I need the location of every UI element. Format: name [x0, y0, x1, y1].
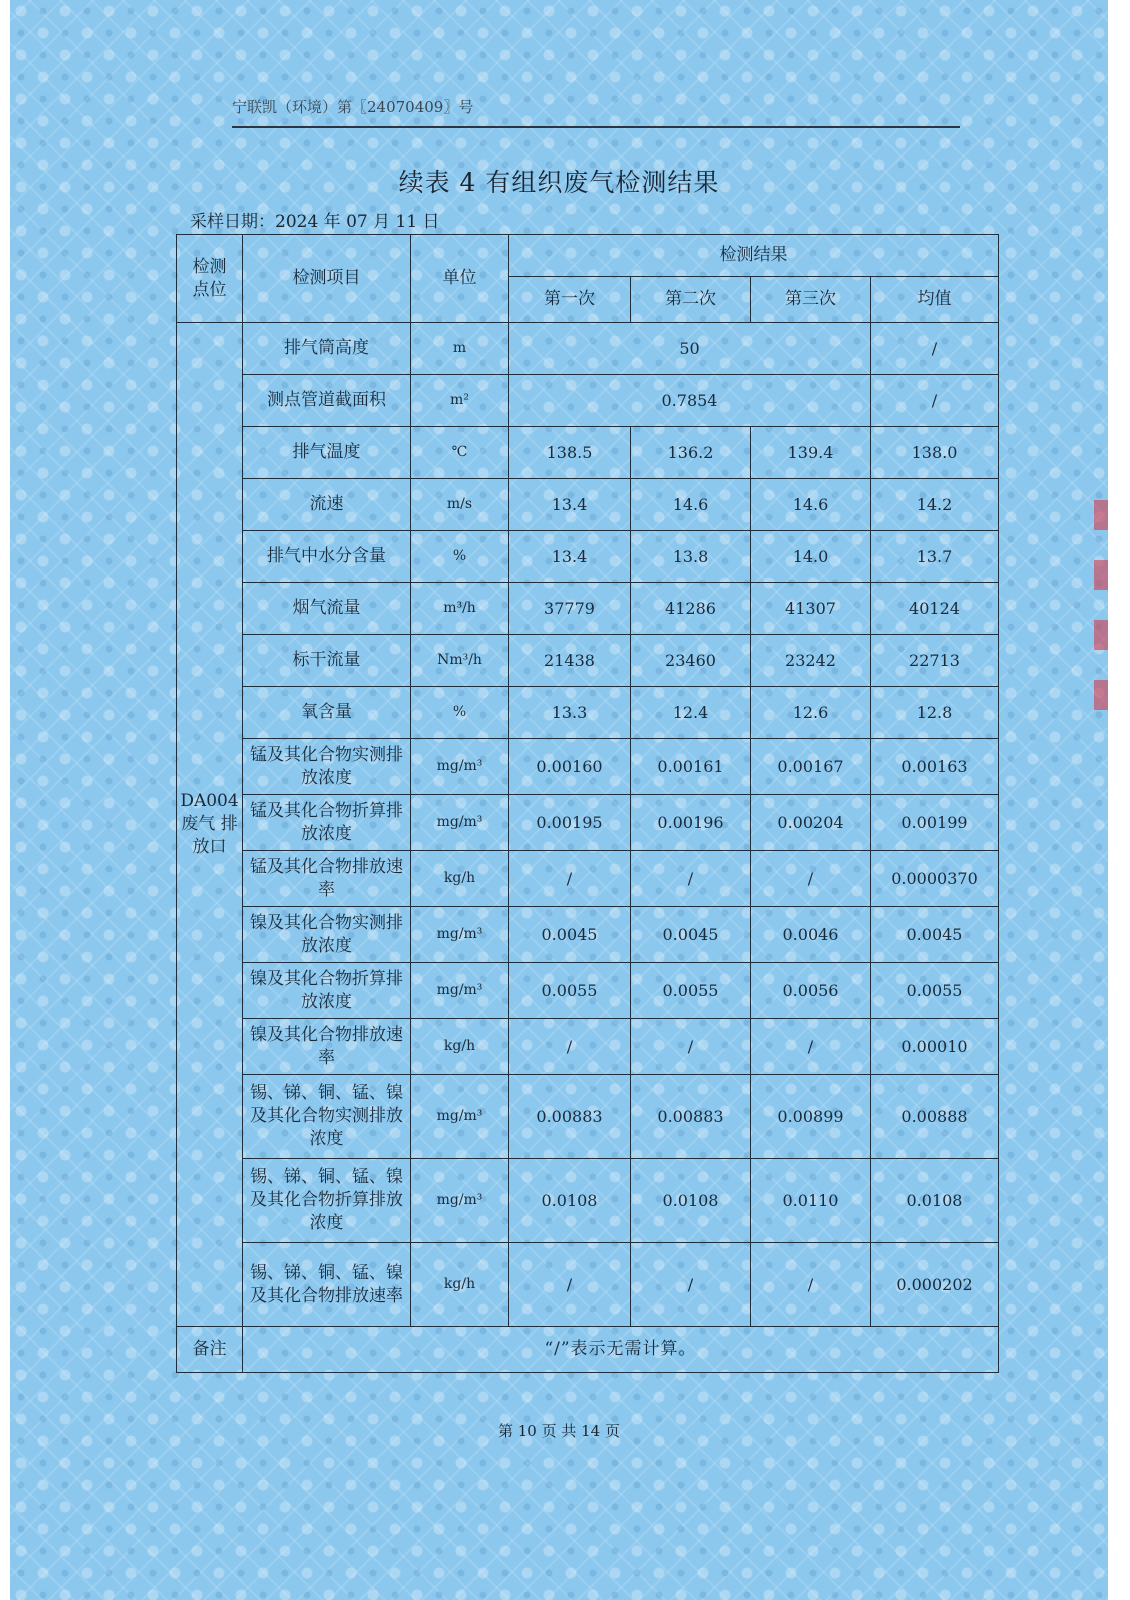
results-body [177, 323, 999, 1373]
run2-cell: 0.0108 [631, 1159, 751, 1243]
run3-cell: 14.0 [751, 531, 871, 583]
header-point: 检测点位 [177, 235, 243, 323]
item-cell: 测点管道截面积 [243, 375, 411, 427]
table-title: 续表 4 有组织废气检测结果 [398, 168, 720, 197]
item-cell: 锰及其化合物实测排放浓度 [243, 739, 411, 795]
watermark [78, 641, 115, 686]
unit-cell: % [411, 531, 509, 583]
unit-cell: kg/h [411, 851, 509, 907]
run1-cell: 0.00195 [509, 795, 631, 851]
item-cell: 锡、锑、铜、锰、镍及其化合物实测排放浓度 [243, 1075, 411, 1159]
mean-cell: 0.00010 [871, 1019, 999, 1075]
mean-cell: 138.0 [871, 427, 999, 479]
table-row [177, 1019, 999, 1075]
mean-cell: 0.0000370 [871, 851, 999, 907]
mean-cell: 13.7 [871, 531, 999, 583]
table-row [177, 1159, 999, 1243]
unit-cell: mg/m³ [411, 1075, 509, 1159]
table-row [177, 907, 999, 963]
table-row [177, 1243, 999, 1327]
item-cell: 镍及其化合物排放速率 [243, 1019, 411, 1075]
run2-cell: 12.4 [631, 687, 751, 739]
item-cell: 氧含量 [243, 687, 411, 739]
report-page [10, 0, 1108, 1600]
run3-cell: 0.00899 [751, 1075, 871, 1159]
header-item: 检测项目 [243, 235, 411, 323]
run2-cell: 0.0045 [631, 907, 751, 963]
mean-cell: 0.0108 [871, 1159, 999, 1243]
run2-cell: 13.8 [631, 531, 751, 583]
run3-cell: / [751, 1019, 871, 1075]
run2-cell: 0.00883 [631, 1075, 751, 1159]
unit-cell: m/s [411, 479, 509, 531]
unit-cell: ℃ [411, 427, 509, 479]
run3-cell: 0.0110 [751, 1159, 871, 1243]
table-row [177, 427, 999, 479]
point-label: DA004 废气 排放口 [177, 323, 243, 1327]
run1-cell: 0.00160 [509, 739, 631, 795]
header-divider [232, 126, 960, 128]
item-cell: 锰及其化合物折算排放浓度 [243, 795, 411, 851]
run3-cell: / [751, 1243, 871, 1327]
exhaust-results-table [176, 234, 999, 1373]
item-cell: 排气中水分含量 [243, 531, 411, 583]
mean-cell: 12.8 [871, 687, 999, 739]
remark-text: “/”表示无需计算。 [243, 1327, 999, 1373]
remark-row [177, 1327, 999, 1373]
table-row [177, 963, 999, 1019]
run3-cell: 0.0056 [751, 963, 871, 1019]
mean-cell: 14.2 [871, 479, 999, 531]
run1-cell: 0.00883 [509, 1075, 631, 1159]
item-cell: 镍及其化合物折算排放浓度 [243, 963, 411, 1019]
mean-cell: 0.000202 [871, 1243, 999, 1327]
run1-cell: 0.0055 [509, 963, 631, 1019]
run2-cell: / [631, 1243, 751, 1327]
run1-cell: / [509, 1243, 631, 1327]
run3-cell: 139.4 [751, 427, 871, 479]
table-row [177, 479, 999, 531]
run3-cell: 0.00167 [751, 739, 871, 795]
table-row [177, 1075, 999, 1159]
table-row [177, 531, 999, 583]
header-unit: 单位 [411, 235, 509, 323]
run2-cell: 23460 [631, 635, 751, 687]
table-row [177, 635, 999, 687]
merged-value-cell: 50 [509, 323, 871, 375]
item-cell: 锰及其化合物排放速率 [243, 851, 411, 907]
run1-cell: / [509, 851, 631, 907]
item-cell: 烟气流量 [243, 583, 411, 635]
header-run3: 第三次 [751, 277, 871, 323]
run2-cell: 136.2 [631, 427, 751, 479]
report-reference-number: 宁联凯（环境）第〖24070409〗号 [232, 98, 474, 116]
run1-cell: 21438 [509, 635, 631, 687]
mean-cell: 0.0055 [871, 963, 999, 1019]
table-row [177, 739, 999, 795]
run1-cell: 37779 [509, 583, 631, 635]
table-row [177, 323, 999, 375]
unit-cell: % [411, 687, 509, 739]
sample-date: 采样日期：2024 年 07 月 11 日 [190, 212, 440, 232]
mean-cell: 0.00888 [871, 1075, 999, 1159]
run3-cell: 23242 [751, 635, 871, 687]
item-cell: 排气温度 [243, 427, 411, 479]
run1-cell: 0.0108 [509, 1159, 631, 1243]
merged-value-cell: 0.7854 [509, 375, 871, 427]
unit-cell: mg/m³ [411, 795, 509, 851]
table-row [177, 851, 999, 907]
run1-cell: 138.5 [509, 427, 631, 479]
run3-cell: 0.00204 [751, 795, 871, 851]
unit-cell: mg/m³ [411, 907, 509, 963]
unit-cell: m³/h [411, 583, 509, 635]
run2-cell: 0.0055 [631, 963, 751, 1019]
run1-cell: 13.3 [509, 687, 631, 739]
run2-cell: 0.00161 [631, 739, 751, 795]
header-run1: 第一次 [509, 277, 631, 323]
unit-cell: Nm³/h [411, 635, 509, 687]
header-mean: 均值 [871, 277, 999, 323]
mean-cell: 22713 [871, 635, 999, 687]
header-run2: 第二次 [631, 277, 751, 323]
mean-cell: 40124 [871, 583, 999, 635]
run1-cell: 13.4 [509, 531, 631, 583]
run3-cell: 0.0046 [751, 907, 871, 963]
header-results: 检测结果 [509, 235, 999, 277]
mean-cell: 0.00199 [871, 795, 999, 851]
run3-cell: 41307 [751, 583, 871, 635]
remark-label: 备注 [177, 1327, 243, 1373]
unit-cell: mg/m³ [411, 963, 509, 1019]
mean-cell: / [871, 323, 999, 375]
run3-cell: 12.6 [751, 687, 871, 739]
run1-cell: 0.0045 [509, 907, 631, 963]
run1-cell: 13.4 [509, 479, 631, 531]
unit-cell: kg/h [411, 1243, 509, 1327]
unit-cell: m [411, 323, 509, 375]
unit-cell: kg/h [411, 1019, 509, 1075]
item-cell: 镍及其化合物实测排放浓度 [243, 907, 411, 963]
item-cell: 标干流量 [243, 635, 411, 687]
item-cell: 锡、锑、铜、锰、镍及其化合物折算排放浓度 [243, 1159, 411, 1243]
run2-cell: 14.6 [631, 479, 751, 531]
mean-cell: 0.00163 [871, 739, 999, 795]
item-cell: 排气筒高度 [243, 323, 411, 375]
run3-cell: 14.6 [751, 479, 871, 531]
mean-cell: / [871, 375, 999, 427]
unit-cell: mg/m³ [411, 1159, 509, 1243]
run2-cell: / [631, 1019, 751, 1075]
mean-cell: 0.0045 [871, 907, 999, 963]
item-cell: 锡、锑、铜、锰、镍及其化合物排放速率 [243, 1243, 411, 1327]
unit-cell: mg/m³ [411, 739, 509, 795]
unit-cell: m² [411, 375, 509, 427]
table-row [177, 795, 999, 851]
run3-cell: / [751, 851, 871, 907]
seal-edge [1094, 500, 1108, 720]
table-row [177, 687, 999, 739]
run2-cell: / [631, 851, 751, 907]
table-row [177, 583, 999, 635]
page-number: 第 10 页 共 14 页 [497, 1422, 620, 1440]
run2-cell: 0.00196 [631, 795, 751, 851]
run2-cell: 41286 [631, 583, 751, 635]
item-cell: 流速 [243, 479, 411, 531]
table-row [177, 375, 999, 427]
run1-cell: / [509, 1019, 631, 1075]
